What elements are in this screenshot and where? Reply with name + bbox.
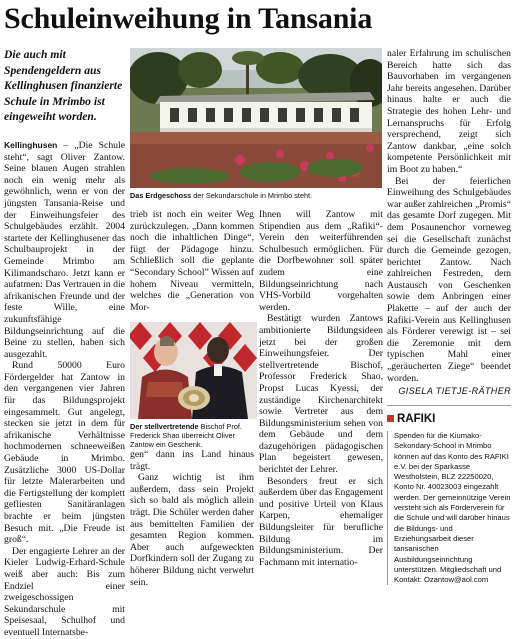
photo2-caption-bold: Der stellvertretende [130,422,199,431]
col1-paragraph-3: Der engagierte Lehrer an der Kieler Ludwig-Erhard-Schule weiß aber auch: Bis zum Endziel einer zweigeschossigen Sekundarschule mit Speisesaal, Schulhof und eventuell Internatsbe- [4,545,125,638]
col4-paragraph-2: Bei der feierlichen Einweihung des Schulgebäudes war außer zahlreichen „Promis“ das gesamte Dorf zugegen. Mit dem Posaunenchor vorneweg sei die Gesellschaft zunächst durch die Gemeinde gezogen, berichtet Zantow. Nach zahlreichen Festreden, dem Austausch von Geschenken sowie dem Anbringen einer Plakette – auf der auch der Rafiki-Verein aus Kellinghusen als Förderer verewigt ist – sei die Zeremonie mit dem typischen Mahl einer „geräucherten Ziege“ beendet worden. [387,175,511,384]
headline: Schuleinweihung in Tansania [4,2,373,35]
article-column-2-bottom [130,449,254,588]
col3-paragraph-3: Besonders freut er sich außerdem über das Engagement und positive Urteil von Klaus Karpen, ehemaliger Bildungsleiter für berufliche Bildung im Bildungsministerium. Der Fachmann mit internatio- [259,475,384,568]
lead-text: Die auch mit Spendengeldern aus Kellinghusen finanzierte Schule in Mrimbo ist eingeweiht worden. [4,48,123,123]
rafiki-title: RAFIKI [397,413,436,425]
col3-paragraph-1: Ihnen will Zantow mit Stipendien aus dem „Rafiki“-Verein den weiterführenden Schulbesuch ermöglichen. Für die Dorfbewohner soll später zudem eine Bildungseinrichtung nach VHS-Vorbild vorgehalten werden. [259,209,383,313]
author-byline: GISELA TIETJE-RÄTHER [398,386,511,397]
rafiki-heading [387,406,511,427]
rafiki-text: Spenden für die Kiumako-Sekondary-School in Mrimbo können auf das Konto des RAFIKI e.V. bei der Sparkasse Westholstein, BLZ 22250020, Konto Nr. 40023003 eingezahlt werden. Der gemeinnützige Verein versteht sich als Förderverein für die Schule und will darüber hinaus die Bildungs- und Erziehungsarbeit dieser tansanischen Ausbildungseinrichtung unterstützen. Mitgliedschaft und Kontakt: Ozantow@aol.com [387,431,511,585]
rafiki-info-box [387,405,511,599]
school-building-photo [130,48,382,188]
col2-paragraph-3: Ganz wichtig ist ihm außerdem, dass sein Projekt sich so bald als möglich allein trägt. Die Schüler werden daher aus bemittelten Familien der gesamten Region kommen. Aber auch aufgeweckten Dorfkindern soll der Zugang zu höherer Bildung nicht verwehrt sein. [130,472,254,588]
dateline: Kellinghusen [4,140,58,150]
col3-paragraph-2: Bestätigt wurden Zantows ambitionierte Bildungsideen jetzt bei der großen Einweihungsfeier. Der stellvertretende Bischof, Professor Frederick Shao, Propst Lucas Kyessi, der zuständige Kirchenarchitekt sowie Vertreter aus dem Bildungsministerium sehen von dem Gebäude und dem dazugehörigen pädagogischen Plan begeistert gewesen, berichtet der Lehrer. [259,313,383,476]
photo2-caption-text: Bischof Prof. Frederick Shao überreicht Oliver Zantow ein Geschenk. [130,422,242,449]
col1-paragraph-1: – „Die Schule steht“, sagt Oliver Zantow. Seine blauen Augen strahlen noch ein wenig mehr als gewöhnlich, wenn er von der jüngsten Tansania-Reise und der Einweihungsfeier des Schulgebäudes erzählt. 2004 startete der Kellinghusener das Schulbauprojekt in der Gemeinde Mrimbo am Kilimandscharo. Jetzt kann er aufatmen: Das Vertrauen in die afrikanischen Freunde und der feste Wille, eine zukunftsfähige Bildungseinrichtung auf die Beine zu stellen, haben sich ausgezahlt. [4,140,126,360]
article-column-4 [387,48,511,398]
photo2-caption [130,422,256,449]
photo1-caption-text: der Sekundarschule in Mrimbo steht. [193,191,313,200]
photo1-caption-bold: Das Erdgeschoss [130,191,192,200]
col4-paragraph-1: naler Erfahrung im schulischen Bereich hatte sich das Bauvorhaben im vergangenen Jahr bereits angesehen. Darüber hinaus halte er auch die Strategie des hohen Lehr- und Lernanspruchs für Erfolg versprechend, zeigt sich Zantow dankbar, „eine solch kompetente Persönlichkeit mit im Boot zu haben.“ [387,48,511,175]
photo1-caption [130,191,382,200]
gift-handover-photo [130,322,257,419]
col2-paragraph-2: gen“ dann ins Land hinaus trägt. [130,449,254,472]
col1-paragraph-2: Rund 50000 Euro Fördergelder hat Zantow in den vergangenen vier Jahren für das Bildungsprojekt eingesammelt. Gut angelegt, stecken sie jetzt in dem für afrikanische Verhältnisse hochmodernen schneeweißen Gebäude in Mrimbo. Zusätzliche 3000 US-Dollar für letzte Malerarbeiten und die Fertigstellung der komplett gefliesten Sanitäranlagen brachte er beim jüngsten Besuch mit. „Die Freude ist groß“. [4,360,125,546]
article-column-3 [259,209,383,568]
red-square-icon [387,415,394,422]
col2-paragraph-1: trieb ist noch ein weiter Weg zurückzulegen. „Dann kommen noch die inhaltlichen Dinge“, fügt der Pädagoge hinzu. Schließlich soll die geplante “Secondary School” Wissen auf hohem Niveau vermitteln, welches die „Generation von Mor- [130,209,254,313]
article-column-2-top [130,209,254,313]
article-column-1 [4,140,125,639]
